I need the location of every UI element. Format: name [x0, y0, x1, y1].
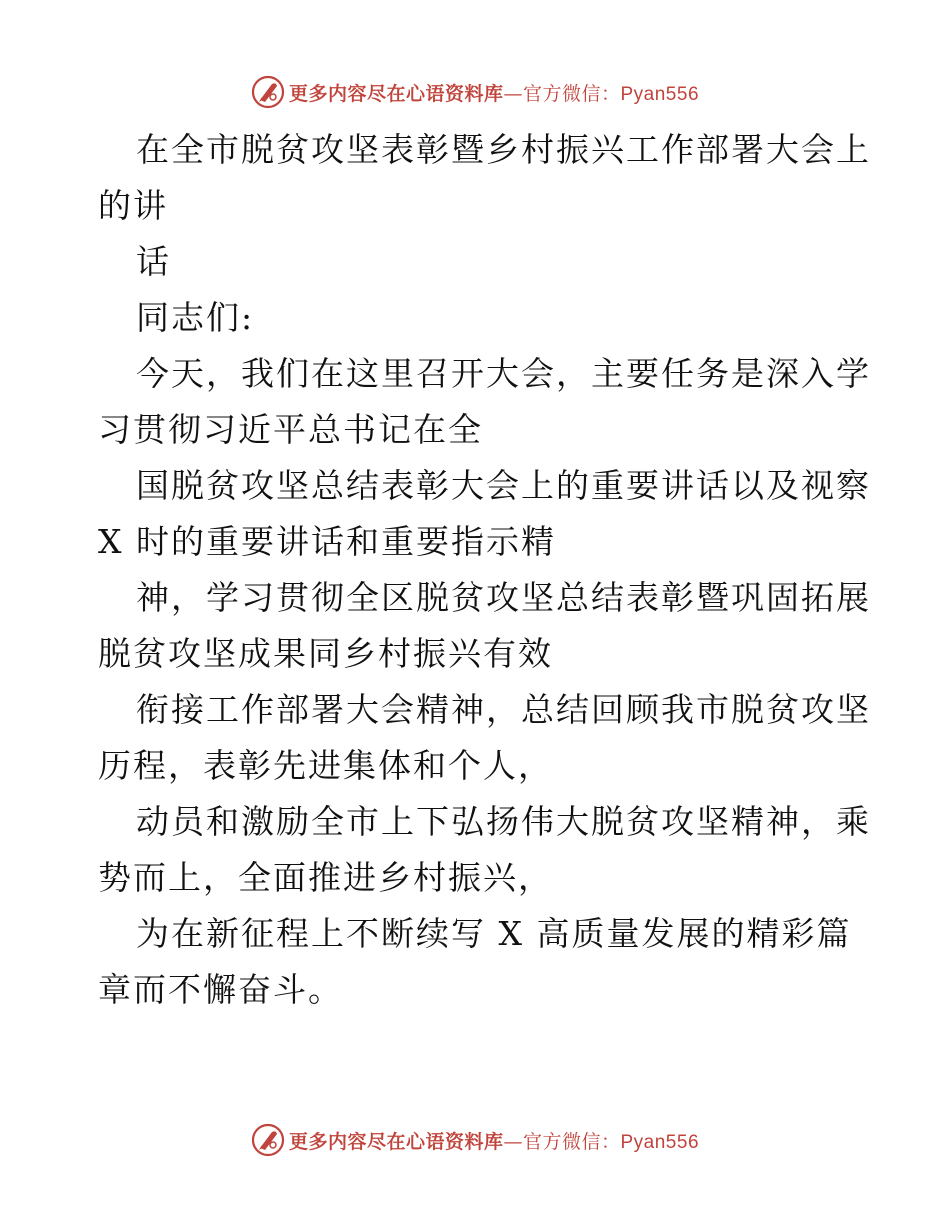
quill-pen-logo-icon: [251, 1123, 285, 1157]
banner-wechat-id: Pyan556: [620, 1131, 700, 1153]
paragraph-line: 历程，表彰先进集体和个人，: [98, 746, 553, 785]
banner-wechat-label: 官方微信：: [522, 82, 621, 105]
document-title-line-2: 的讲: [98, 186, 168, 225]
document-body: [98, 122, 871, 1018]
banner-brand-text: 更多内容尽在心语资料库: [288, 82, 504, 105]
paragraph-line: 今天，我们在这里召开大会，主要任务是深入学: [136, 354, 871, 393]
paragraph-line: 神，学习贯彻全区脱贫攻坚总结表彰暨巩固拓展: [136, 578, 871, 617]
banner-wechat-label: 官方微信：: [522, 1130, 621, 1153]
paragraph-line: 国脱贫攻坚总结表彰大会上的重要讲话以及视察: [136, 466, 871, 505]
header-watermark-banner: [0, 72, 950, 112]
banner-separator: —: [503, 82, 523, 105]
paragraph-line: 脱贫攻坚成果同乡村振兴有效: [98, 634, 553, 673]
salutation: 同志们:: [136, 298, 255, 337]
banner-wechat-id: Pyan556: [620, 83, 700, 105]
paragraph-line: 章而不懈奋斗。: [98, 970, 343, 1009]
paragraph-line: 习贯彻习近平总书记在全: [98, 410, 483, 449]
document-title-line-3: 话: [136, 242, 171, 281]
banner-separator: —: [503, 1130, 523, 1153]
footer-watermark-banner: [0, 1120, 950, 1160]
paragraph-line: X 时的重要讲话和重要指示精: [98, 522, 556, 561]
paragraph-line: 衔接工作部署大会精神，总结回顾我市脱贫攻坚: [136, 690, 871, 729]
paragraph-line: 为在新征程上不断续写 X 高质量发展的精彩篇: [136, 914, 852, 953]
paragraph-line: 动员和激励全市上下弘扬伟大脱贫攻坚精神，乘: [136, 802, 871, 841]
banner-text: [289, 1127, 699, 1154]
paragraph-line: 势而上，全面推进乡村振兴，: [98, 858, 553, 897]
quill-pen-logo-icon: [251, 75, 285, 109]
banner-text: [289, 79, 699, 106]
banner-brand-text: 更多内容尽在心语资料库: [288, 1130, 504, 1153]
document-title-line-1: 在全市脱贫攻坚表彰暨乡村振兴工作部署大会上: [136, 130, 871, 169]
